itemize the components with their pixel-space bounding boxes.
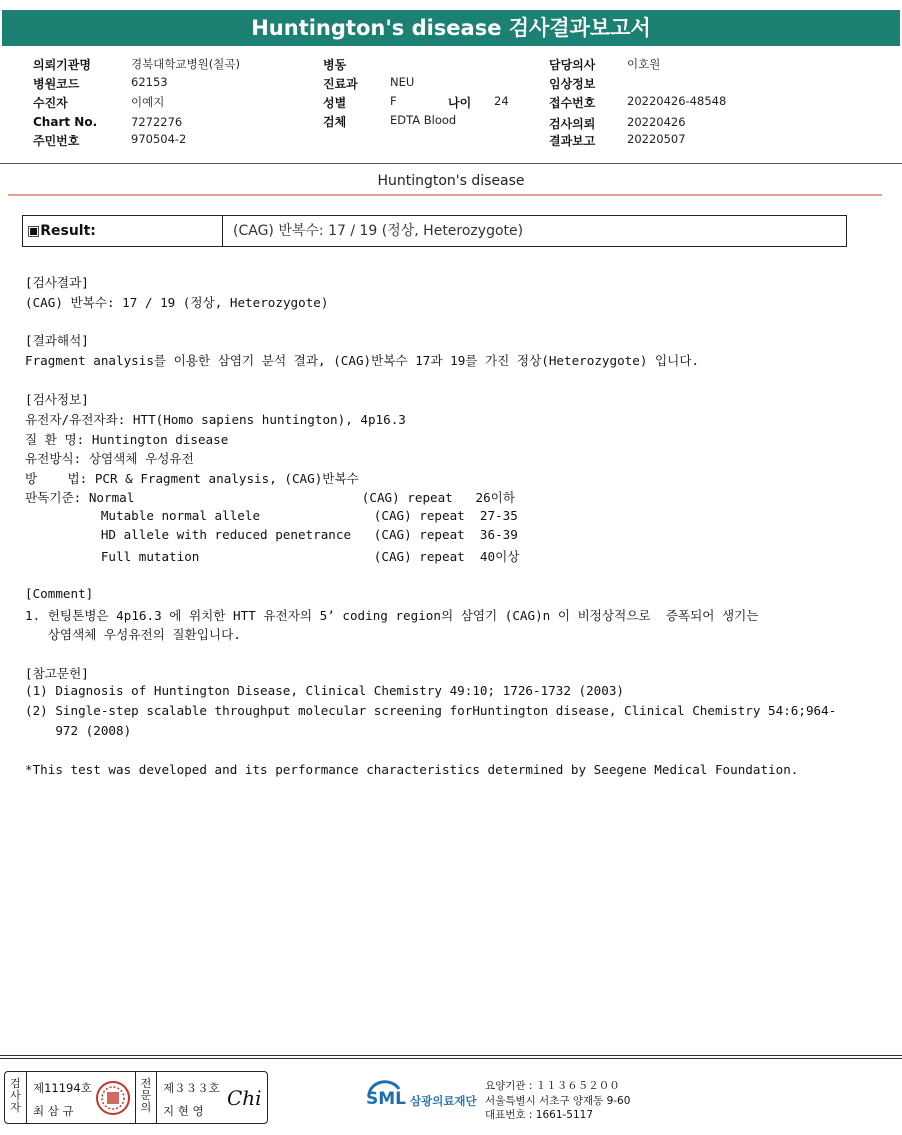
name-label: 수진자 [33,96,68,110]
inspector-label: 검사자 [5,1072,27,1123]
seal-stamp-icon [95,1080,131,1116]
criteria-row: Mutable normal allele (CAG) repeat 27-35 [25,508,518,523]
disclaimer: *This test was developed and its performance characteristics determined by Seegene Medical Foundation. [25,762,799,777]
chart-value: 7272276 [131,115,183,129]
sex-label: 성별 [323,96,347,110]
clinical-label: 임상정보 [549,77,596,91]
reference-item: (1) Diagnosis of Huntington Disease, Clinical Chemistry 49:10; 1726-1732 (2003) [25,683,624,698]
subtitle-underline [8,194,882,196]
code-label: 병원코드 [33,77,80,91]
body-line: (CAG) 반복수: 17 / 19 (정상, Heterozygote) [25,295,329,310]
sml-logo-text: SML [366,1089,406,1109]
rrn-value: 970504-2 [131,132,187,146]
reference-item: 972 (2008) [25,723,132,738]
institution-number: 요양기관 : １１３６５２００ [485,1080,620,1092]
specialist-number: 제３３３호 [163,1081,220,1095]
criteria-row: Full mutation (CAG) repeat 40이상 [25,549,520,564]
section-heading-comment: [Comment] [25,586,94,601]
signature-box [4,1071,268,1124]
criteria-row: HD allele with reduced penetrance (CAG) repeat 36-39 [25,527,518,542]
section-heading-interpretation: [결과해석] [25,333,89,348]
hospital-label: 의뢰기관명 [33,58,91,72]
body-line: 1. 헌팅톤병은 4p16.3 에 위치한 HTT 유전자의 5’ coding region의 삼염기 (CAG)n 이 비정상적으로 증폭되어 생기는 [25,608,759,623]
specimen-label: 검체 [323,115,347,129]
request-label: 검사의뢰 [549,117,596,131]
section-heading-references: [참고문헌] [25,666,89,681]
reported-label: 결과보고 [549,134,596,148]
result-value: (CAG) 반복수: 17 / 19 (정상, Heterozygote) [233,223,524,239]
sex-value: F [390,94,397,108]
dept-value: NEU [390,75,415,89]
request-value: 20220426 [627,115,686,129]
ward-label: 병동 [323,58,347,72]
dept-label: 진료과 [323,77,358,91]
specimen-value: EDTA Blood [390,113,457,127]
reference-item: (2) Single-step scalable throughput molecular screening forHuntington disease, Clinical Chemistry 54:6;964- [25,703,837,718]
organization-name: 삼광의료재단 [410,1094,477,1108]
body-line: Fragment analysis를 이용한 삼염기 분석 결과, (CAG)반복수 17과 19를 가진 정상(Heterozygote) 입니다. [25,353,700,368]
signature: Chi [227,1086,262,1110]
address: 서울특별시 서초구 양재동 9-60 [485,1095,631,1107]
chart-label: Chart No. [33,115,98,129]
phone-number: 대표번호 : 1661-5117 [485,1109,594,1121]
doctor-label: 담당의사 [549,58,596,72]
specialist-name: 지 현 영 [163,1104,204,1118]
result-label: ▣Result: [23,216,223,246]
footer-divider-2 [0,1058,902,1059]
reported-value: 20220507 [627,132,686,146]
receipt-value: 20220426-48548 [627,94,727,108]
age-value: 24 [494,94,509,108]
body-line: 상염색체 우성유전의 질환입니다. [25,627,241,642]
code-value: 62153 [131,75,168,89]
header-divider [0,163,902,164]
specialist-label: 전문의 [135,1072,157,1123]
hospital-value: 경북대학교병원(칠곡) [131,57,240,71]
body-line: 유전방식: 상염색체 우성유전 [25,451,194,466]
report-title: Huntington's disease 검사결과보고서 [2,10,900,46]
inspector-number: 제11194호 [33,1081,92,1095]
body-line: 유전자/유전자좌: HTT(Homo sapiens huntington), 4p16.3 [25,412,406,427]
receipt-label: 접수번호 [549,96,596,110]
body-line: 방 법: PCR & Fragment analysis, (CAG)반복수 [25,471,359,486]
rrn-label: 주민번호 [33,134,80,148]
result-box [22,215,847,247]
body-line: 질 환 명: Huntington disease [25,432,229,447]
section-subtitle: Huntington's disease [377,173,525,189]
inspector-name: 최 삼 규 [33,1104,74,1118]
doctor-value: 이호원 [627,57,661,71]
footer-divider [0,1055,902,1056]
age-label: 나이 [448,96,472,110]
section-heading-test-info: [검사정보] [25,392,89,407]
criteria-row: 판독기준: Normal (CAG) repeat 26이하 [25,490,516,505]
name-value: 이예지 [131,95,165,109]
section-heading-result: [검사결과] [25,275,89,290]
